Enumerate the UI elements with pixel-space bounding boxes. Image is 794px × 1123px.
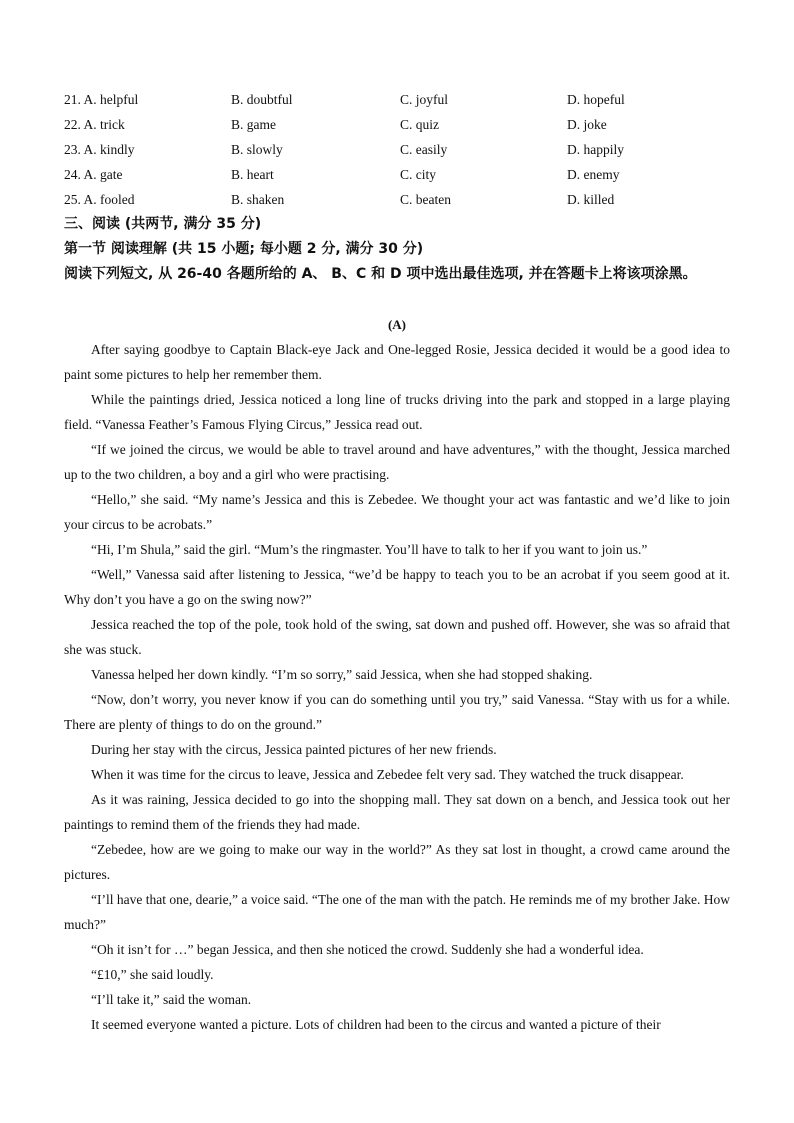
section-instruction: 阅读下列短文, 从 26-40 各题所给的 A、 B、C 和 D 项中选出最佳选项, 并在答题卡上将该项涂黑。 [64, 266, 697, 282]
option-b: B. game [231, 117, 276, 132]
option-row-23 [64, 137, 744, 162]
option-a: 25. A. fooled [64, 192, 135, 207]
passage-title: (A) [387, 317, 407, 332]
option-a: 21. A. helpful [64, 92, 139, 107]
paragraph: “I’ll have that one, dearie,” a voice said. “The one of the man with the patch. He reminds me of my brother Jake. How much?” [64, 892, 730, 932]
paragraph: “£10,” she said loudly. [91, 967, 214, 982]
option-b: B. shaken [231, 192, 285, 207]
section-subheading: 第一节 阅读理解 (共 15 小题; 每小题 2 分, 满分 30 分) [64, 241, 424, 257]
option-d: D. joke [567, 117, 607, 132]
paragraph: When it was time for the circus to leave, Jessica and Zebedee felt very sad. They watched the truck disappear. [91, 767, 684, 782]
paragraph: “If we joined the circus, we would be able to travel around and have adventures,” with the thought, Jessica marched up to the two children, a boy and a girl who were practising. [64, 442, 730, 482]
option-row-25 [64, 187, 744, 212]
paragraph: During her stay with the circus, Jessica painted pictures of her new friends. [91, 742, 497, 757]
option-a: 22. A. trick [64, 117, 125, 132]
paragraph: It seemed everyone wanted a picture. Lots of children had been to the circus and wanted a picture of their [91, 1017, 661, 1032]
paragraph: “Now, don’t worry, you never know if you can do something until you try,” said Vanessa. “Stay with us for a while. There are plenty of things to do on the ground.” [64, 692, 730, 732]
option-a: 23. A. kindly [64, 142, 135, 157]
option-c: C. joyful [400, 92, 449, 107]
option-c: C. easily [400, 142, 448, 157]
paragraph: “I’ll take it,” said the woman. [91, 992, 252, 1007]
paragraph: Vanessa helped her down kindly. “I’m so sorry,” said Jessica, when she had stopped shaking. [91, 667, 593, 682]
paragraph: “Oh it isn’t for …” began Jessica, and then she noticed the crowd. Suddenly she had a wonderful idea. [91, 942, 644, 957]
section-headings [64, 212, 744, 287]
option-row-22 [64, 112, 744, 137]
option-d: D. hopeful [567, 92, 625, 107]
option-d: D. enemy [567, 167, 620, 182]
paragraph: Jessica reached the top of the pole, took hold of the swing, sat down and pushed off. However, she was so afraid that she was stuck. [64, 617, 730, 657]
option-row-24 [64, 162, 744, 187]
paragraph: After saying goodbye to Captain Black-eye Jack and One-legged Rosie, Jessica decided it would be a good idea to paint some pictures to help her remember them. [64, 342, 730, 382]
paragraph: “Well,” Vanessa said after listening to Jessica, “we’d be happy to teach you to be an acrobat if you seem good at it. Why don’t you have a go on the swing now?” [64, 567, 730, 607]
paragraph: “Zebedee, how are we going to make our way in the world?” As they sat lost in thought, a crowd came around the pictures. [64, 842, 730, 882]
paragraph: “Hello,” she said. “My name’s Jessica and this is Zebedee. We thought your act was fantastic and we’d like to join your circus to be acrobats.” [64, 492, 730, 532]
option-b: B. slowly [231, 142, 283, 157]
paragraph: “Hi, I’m Shula,” said the girl. “Mum’s the ringmaster. You’ll have to talk to her if you want to join us.” [91, 542, 648, 557]
option-b: B. heart [231, 167, 274, 182]
option-c: C. quiz [400, 117, 439, 132]
answer-options [64, 87, 744, 212]
option-b: B. doubtful [231, 92, 293, 107]
option-d: D. happily [567, 142, 624, 157]
option-d: D. killed [567, 192, 615, 207]
option-c: C. beaten [400, 192, 451, 207]
section-heading: 三、阅读 (共两节, 满分 35 分) [64, 216, 262, 232]
option-c: C. city [400, 167, 436, 182]
paragraph: While the paintings dried, Jessica noticed a long line of trucks driving into the park and stopped in a large playing field. “Vanessa Feather’s Famous Flying Circus,” Jessica read out. [64, 392, 730, 432]
paragraph: As it was raining, Jessica decided to go into the shopping mall. They sat down on a bench, and Jessica took out her paintings to remind them of the friends they had made. [64, 792, 730, 832]
option-a: 24. A. gate [64, 167, 123, 182]
reading-passage [64, 312, 730, 1037]
option-row-21 [64, 87, 744, 112]
